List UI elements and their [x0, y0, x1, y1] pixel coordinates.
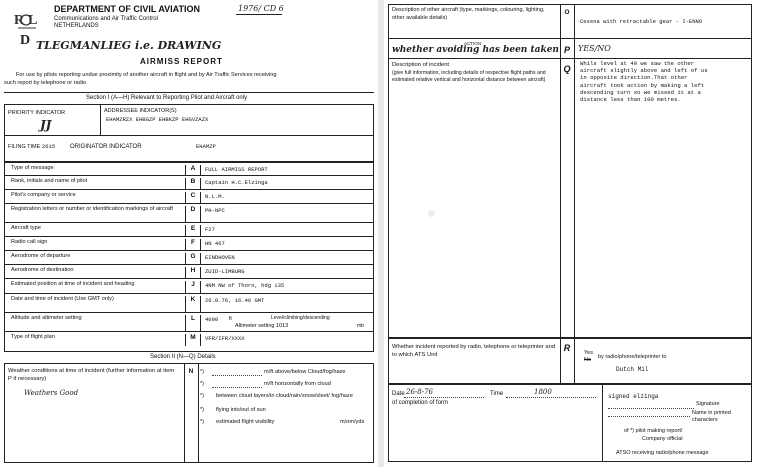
row-label: Rank, initials and name of pilot [11, 178, 88, 184]
handwritten-title: TLEGMANLIEG i.e. DRAWING [36, 39, 222, 52]
form-rows [4, 162, 374, 352]
row-label: Aerodrome of departure [11, 253, 71, 259]
action-heading: ACTION [464, 41, 482, 46]
row-value: 4000 [205, 316, 219, 323]
form-row-h [5, 264, 373, 278]
page-title: AIRMISS REPORT [140, 57, 223, 66]
reported-to: Dutch Mil [616, 366, 649, 373]
weather-line: m/nm/yds [340, 419, 365, 425]
of-label: of *) pilot making report/ [624, 428, 683, 434]
code-o: O [564, 9, 570, 16]
row-value: FULL AIRMISS REPORT [205, 166, 268, 173]
level-label: Level/climbing/descending [271, 315, 330, 321]
form-row-k [5, 293, 373, 312]
row-label: Type of flight plan [11, 334, 55, 340]
priority-label: PRIORITY INDICATOR [8, 110, 66, 116]
company-label: Company official [642, 436, 683, 442]
department-sub: Communications and Air Traffic Control [54, 16, 158, 22]
row-code: M [185, 334, 201, 346]
row-value: Captain H.C.Elzinga [205, 179, 268, 186]
row-code: C [185, 192, 201, 204]
time-label: Time [490, 391, 504, 397]
left-page [0, 0, 378, 467]
row-code: F [185, 239, 201, 251]
form-row-b [5, 175, 373, 189]
form-row-m [5, 331, 373, 345]
row-code: H [185, 267, 201, 279]
other-aircraft-value: Cessna with retractable gear - I-ENNO [580, 18, 703, 25]
row-label: Registration letters or number or identification markings of aircraft [11, 206, 173, 212]
code-p: P [563, 45, 570, 55]
altimeter-setting: Altimeter setting 1013 [235, 323, 289, 329]
reported-label: Whether incident reported by radio, telephone or teleprinter and to which ATS Unit [392, 344, 556, 358]
form-row-l [5, 312, 373, 331]
incident-sub: (give full information, including details of respective flight paths and estimated relative vertical and horizontal distance between aircraft) [392, 70, 546, 83]
intro-line-2: such report by telephone or radio [4, 80, 87, 86]
row-value-unit: ft [229, 316, 232, 322]
row-code: B [185, 178, 201, 190]
form-row-a [5, 162, 373, 175]
action-handwritten: whether avoiding has been taken [392, 45, 559, 55]
row-code: E [185, 225, 201, 237]
row-value: F27 [205, 226, 215, 233]
form-row-e [5, 222, 373, 236]
code-q: Q [563, 64, 571, 74]
weather-line: m/ft above/below Cloud/fog/haze [264, 369, 346, 375]
department-name: DEPARTMENT OF CIVIL AVIATION [54, 4, 200, 14]
row-label: Pilot's company or service [11, 192, 76, 198]
row-label: Estimated position at time of incident and heading [11, 281, 135, 287]
incident-label: Description of incident [392, 62, 450, 68]
intro-line-1: For use by pilots reporting undue proximity of another aircraft in flight and by Air Traffic Services receiving [16, 72, 277, 78]
row-value: VFR/IFR/XXXX [205, 335, 245, 342]
incident-text-line: aircraft took action by making a left [580, 81, 705, 89]
incident-text-line: distance less than 100 metres. [580, 96, 681, 104]
row-value: EINDHOVEN [205, 254, 235, 261]
weather-line: flying into/out of sun [216, 407, 266, 413]
weather-line: m/ft horizontally from cloud [264, 381, 331, 387]
addressee-value: EHAMZRZX EHBGZP EHBKZP EHGVZAZX [106, 116, 209, 123]
reference-number: 1976/ CD 6 [238, 4, 284, 13]
date-value: 26-8-76 [406, 388, 433, 396]
row-code: K [185, 296, 201, 313]
originator-label: ORIGINATOR INDICATOR [70, 144, 142, 150]
weather-line: between cloud layers/in cloud/rain/snow/sleet/ fog/haze [216, 393, 353, 399]
svg-text:L: L [28, 13, 38, 28]
priority-value: JJ [40, 118, 52, 132]
incident-text-line: Whils level at 40 we saw the other [580, 60, 695, 67]
row-label: Type of message [11, 165, 54, 171]
row-value: N.L.M. [205, 193, 225, 200]
weather-lines: *) m/ft above/below Cloud/fog/haze *) m/ft horizontally from cloud *) between cloud layers/in cloud/rain/snow/sleet/ fog/haze *) flying into/out of sun *) estimated flight visibility m/nm/yds [200, 367, 372, 461]
altimeter-unit: mb [357, 323, 364, 329]
right-page [384, 0, 757, 467]
form-row-f [5, 236, 373, 250]
form-row-c [5, 189, 373, 203]
row-value: 4NM NW of Thorn, hdg 135 [205, 282, 285, 289]
row-code: D [185, 206, 201, 223]
signed-value: signed elzinga [608, 393, 659, 400]
country: NETHERLANDS [54, 23, 99, 29]
filing-time-label: FILING TIME [8, 144, 41, 150]
row-label: Date and time of incident (Use GMT only) [11, 296, 114, 302]
row-code: A [185, 165, 201, 176]
row-value: PH-NPC [205, 207, 225, 214]
reported-yes: Yes [584, 350, 593, 356]
section2-title: Section II (N—Q) Details [150, 354, 216, 360]
form-row-d [5, 203, 373, 222]
date-label: Date [392, 391, 405, 397]
form-row-j [5, 278, 373, 293]
weather-label: Weather conditions at time of incident (further information at item P if necessary) [8, 368, 175, 382]
code-r: R [563, 343, 571, 353]
reported-by: by radio/phone/teleprinter to [598, 354, 667, 360]
row-label: Aircraft type [11, 225, 41, 231]
time-value: 1800 [534, 388, 552, 396]
reported-no: No [584, 357, 592, 363]
incident-text-line: in opposite direction.That other [580, 74, 688, 82]
row-value: ZUID-LIMBURG [205, 268, 245, 275]
incident-text-line: descending turn so we missed it at a [580, 88, 701, 96]
signature-label: Signature [696, 401, 720, 407]
svg-text:R: R [14, 13, 25, 28]
row-label: Radio call sign [11, 239, 48, 245]
code-n: N [188, 368, 194, 375]
row-label: Altitude and altimeter setting [11, 315, 82, 321]
weather-value: Weathers Good [24, 389, 79, 397]
completion-label: of completion of form [392, 400, 449, 406]
row-code: L [185, 315, 201, 332]
row-label: Aerodrome of destination [11, 267, 74, 273]
name-label: Name in printed characters [692, 410, 731, 423]
row-value: 26.8.76, 16.46 GMT [205, 297, 265, 304]
filing-time-value: 2615 [42, 143, 56, 150]
other-aircraft-label: Description of other aircraft (type, markings, colouring, lighting, other available details) [392, 7, 545, 21]
ats-label: ATSO receiving radio/phone message [616, 450, 709, 456]
incident-text-line: aircraft slightly above and left of us [580, 67, 708, 75]
row-code: G [185, 253, 201, 265]
action-value: YES/NO [578, 44, 611, 53]
weather-line: estimated flight visibility [216, 419, 275, 425]
incident-text [580, 60, 750, 103]
addressee-label: ADDRESSEE INDICATOR(S) [104, 108, 177, 114]
originator-value: EHAMZP [196, 143, 216, 150]
form-row-g [5, 250, 373, 264]
row-code: J [185, 281, 201, 294]
svg-text:D: D [20, 33, 31, 48]
row-value: HN 467 [205, 240, 225, 247]
section1-title: Section I (A—H) Relevant to Reporting Pilot and Aircraft only [86, 95, 248, 101]
